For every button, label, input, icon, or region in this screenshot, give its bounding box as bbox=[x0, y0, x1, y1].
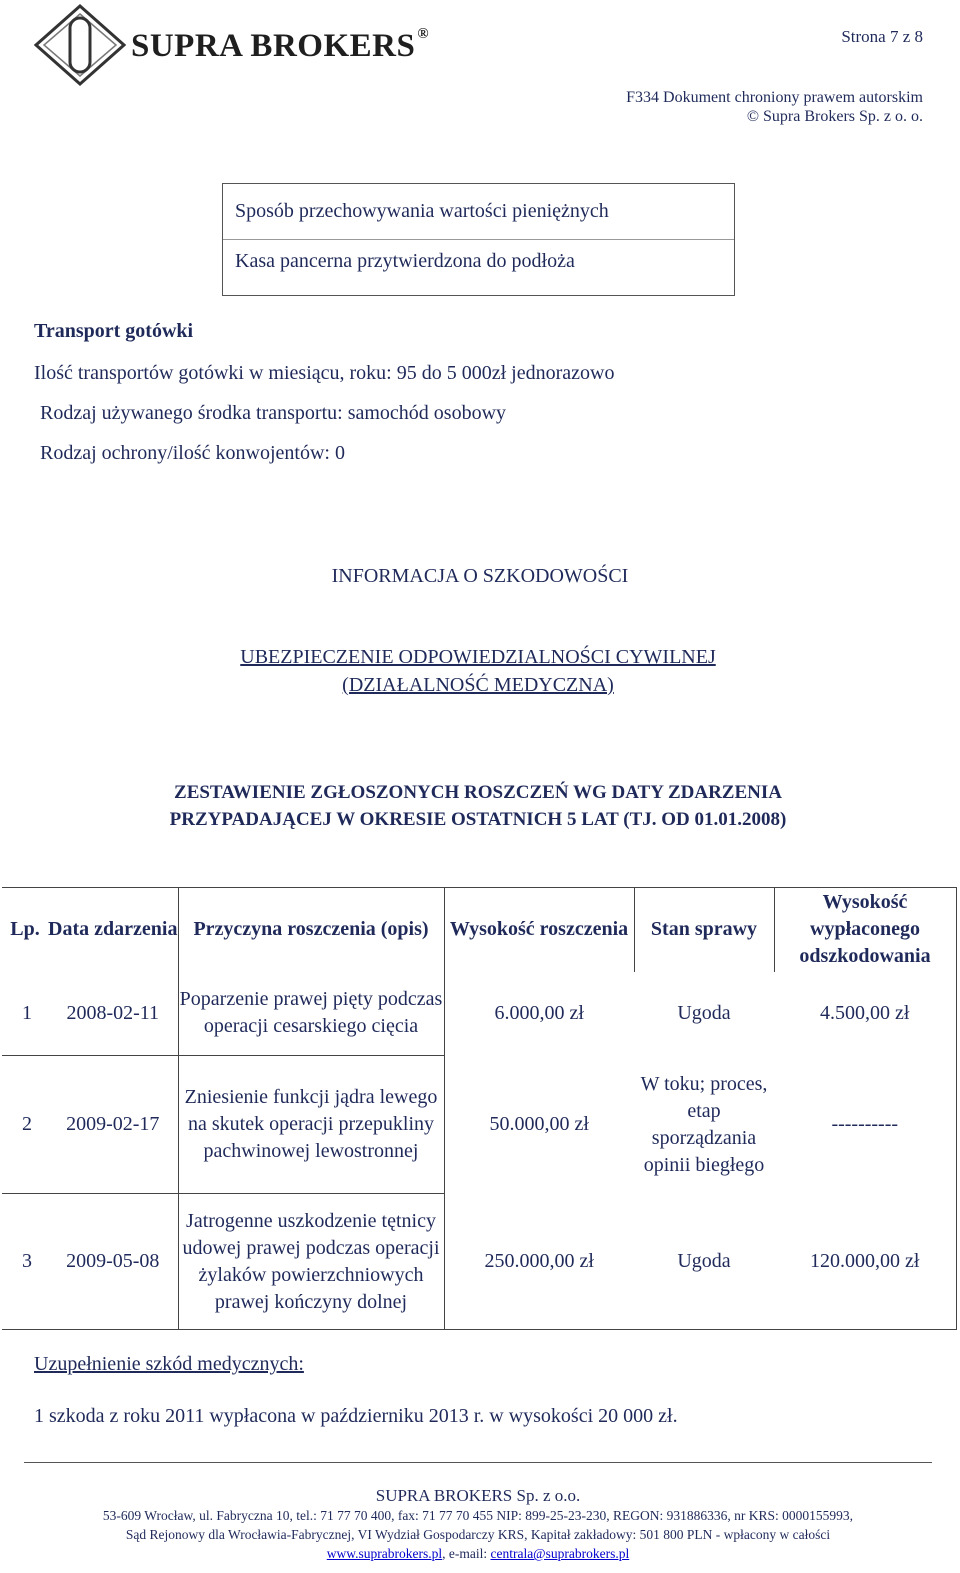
footer-divider bbox=[24, 1462, 932, 1463]
summary-heading: ZESTAWIENIE ZGŁOSZONYCH ROSZCZEŃ WG DATY ZDARZENIA bbox=[174, 782, 782, 803]
cell-status: Ugoda bbox=[677, 1002, 731, 1024]
transport-vehicle: Rodzaj używanego środka transportu: samochód osobowy bbox=[40, 402, 507, 424]
section-heading-info: INFORMACJA O SZKODOWOŚCI bbox=[331, 565, 629, 587]
table-row bbox=[2, 1194, 956, 1330]
money-storage-label: Sposób przechowywania wartości pieniężnych bbox=[223, 184, 734, 240]
cell-claim: 50.000,00 zł bbox=[489, 1113, 589, 1135]
cell-cause: Jatrogenne uszkodzenie tętnicy udowej prawej podczas operacji żylaków powierzchniowych prawej kończyny dolnej bbox=[178, 1194, 444, 1330]
footer-company: SUPRA BROKERS Sp. z o.o. bbox=[375, 1486, 581, 1505]
supplement-text: 1 szkoda z roku 2011 wypłacona w październiku 2013 r. w wysokości 20 000 zł. bbox=[34, 1405, 678, 1427]
header-date: Data zdarzenia bbox=[48, 888, 178, 972]
section-heading-insurance: UBEZPIECZENIE ODPOWIEDZIALNOŚCI CYWILNEJ bbox=[240, 646, 716, 668]
money-storage-value: Kasa pancerna przytwierdzona do podłoża bbox=[235, 250, 575, 272]
email-link[interactable]: centrala@suprabrokers.pl bbox=[490, 1546, 630, 1561]
supplement-title: Uzupełnienie szkód medycznych: bbox=[34, 1353, 304, 1375]
cell-lp: 1 bbox=[22, 1001, 32, 1024]
section-heading-insurance-sub: (DZIAŁALNOŚĆ MEDYCZNA) bbox=[342, 674, 614, 696]
cell-paid: ---------- bbox=[774, 1056, 956, 1194]
header-lp: Lp. bbox=[2, 888, 48, 972]
website-link[interactable]: www.suprabrokers.pl bbox=[326, 1546, 443, 1561]
cell-cause: Zniesienie funkcji jądra lewego na skutek operacji przepukliny pachwinowej lewostronnej bbox=[178, 1056, 444, 1194]
copyright-notice: F334 Dokument chroniony prawem autorskim bbox=[626, 89, 923, 106]
table-row bbox=[2, 1056, 956, 1194]
cell-claim: 250.000,00 zł bbox=[444, 1194, 634, 1330]
cell-date: 2008-02-11 bbox=[48, 972, 178, 1056]
header-status: Stan sprawy bbox=[634, 888, 774, 972]
logo-diamond-icon bbox=[34, 4, 126, 86]
company-logo bbox=[34, 4, 464, 84]
cell-status: Ugoda bbox=[634, 1194, 774, 1330]
table-header-row bbox=[2, 888, 956, 972]
cell-cause: Poparzenie prawej pięty podczas operacji cesarskiego cięcia bbox=[178, 972, 444, 1056]
summary-heading-sub: PRZYPADAJĄCEJ W OKRESIE OSTATNICH 5 LAT (TJ. OD 01.01.2008) bbox=[169, 809, 787, 830]
cell-paid: 120.000,00 zł bbox=[774, 1194, 956, 1330]
claims-table bbox=[2, 887, 957, 1330]
header-cause: Przyczyna roszczenia (opis) bbox=[178, 888, 444, 972]
footer-registry: Sąd Rejonowy dla Wrocławia-Fabrycznej, VI Wydział Gospodarczy KRS, Kapitał zakładowy: 501 800 PLN - wpłacony w całości bbox=[125, 1527, 831, 1542]
money-storage-box bbox=[222, 183, 735, 296]
transport-protection: Rodzaj ochrony/ilość konwojentów: 0 bbox=[40, 442, 345, 464]
page-indicator: Strona 7 z 8 bbox=[841, 27, 923, 46]
cell-claim: 6.000,00 zł bbox=[494, 1002, 584, 1024]
footer-contact bbox=[0, 1546, 956, 1562]
cell-lp: 2 bbox=[2, 1056, 48, 1194]
email-label: , e-mail: bbox=[442, 1546, 491, 1561]
cell-paid: 4.500,00 zł bbox=[774, 972, 956, 1056]
transport-count: Ilość transportów gotówki w miesiącu, roku: 95 do 5 000zł jednorazowo bbox=[34, 362, 615, 384]
cell-lp: 3 bbox=[2, 1194, 48, 1330]
cell-date: 2009-05-08 bbox=[48, 1194, 178, 1330]
logo-wordmark: SUPRA BROKERS ® bbox=[131, 26, 430, 64]
header-claim: Wysokość roszczenia bbox=[444, 888, 634, 972]
footer-address: 53-609 Wrocław, ul. Fabryczna 10, tel.: 71 77 70 400, fax: 71 77 70 455 NIP: 899-25-23-230, REGON: 931886336, nr KRS: 0000155993, bbox=[102, 1508, 854, 1523]
transport-title: Transport gotówki bbox=[34, 320, 194, 342]
cell-date: 2009-02-17 bbox=[48, 1056, 178, 1194]
cell-status: W toku; proces, etap sporządzania opinii biegłego bbox=[640, 1072, 768, 1176]
header-paid: Wysokość wypłaconego odszkodowania bbox=[774, 888, 956, 972]
table-row bbox=[2, 972, 956, 1056]
copyright-owner: © Supra Brokers Sp. z o. o. bbox=[746, 108, 923, 125]
